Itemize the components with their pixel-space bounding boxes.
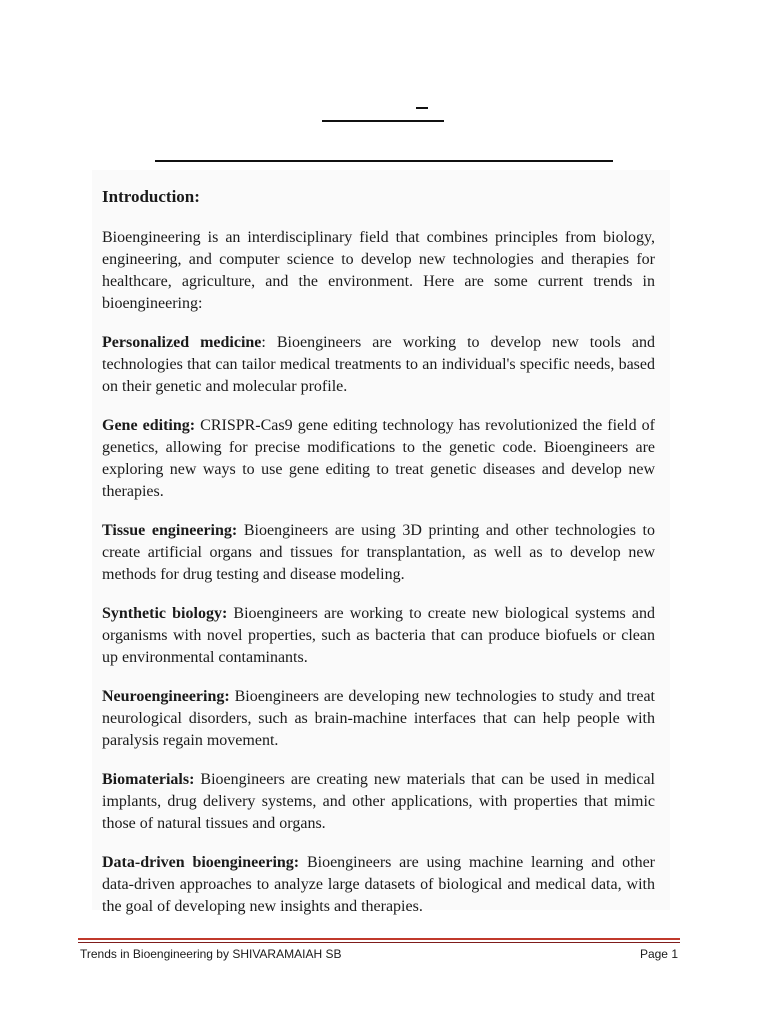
trend-term: Gene editing: xyxy=(102,417,196,434)
title-underline xyxy=(322,120,444,122)
intro-paragraph: Bioengineering is an interdisciplinary field that combines principles from biology, engineering, and computer science to develop new technologies and therapies for healthcare, agriculture, and the environment. Here are some current trends in bioengineering: xyxy=(102,229,655,312)
trend-text: Bioengineers are using 3D printing and other technologies to create artificial organs and tissues for transplantation, as well as to develop new methods for drug testing and disease modeling. xyxy=(102,522,655,583)
section-heading: Introduction: xyxy=(102,187,200,206)
document-body xyxy=(102,186,655,935)
page-number: Page 1 xyxy=(639,947,678,961)
subtitle-underline xyxy=(155,160,613,162)
trend-term: Personalized medicine xyxy=(102,334,262,351)
trend-text: Bioengineers are using machine learning and other data-driven approaches to analyze large datasets of biological and medical data, with the goal of developing new insights and therapies. xyxy=(102,854,656,915)
trend-term: Tissue engineering: xyxy=(102,522,238,539)
trend-term: Synthetic biology: xyxy=(102,605,228,622)
footer-title: Trends in Bioengineering by SHIVARAMAIAH SB xyxy=(80,947,342,961)
trend-text: CRISPR-Cas9 gene editing technology has revolutionized the field of genetics, allowing for precise modifications to the genetic code. Bioengineers are exploring new ways to use gene editing to treat genetic diseases and develop new therapies. xyxy=(102,417,655,500)
trend-term: Neuroengineering: xyxy=(102,688,230,705)
trend-tissue-engineering xyxy=(102,520,655,586)
trend-biomaterials xyxy=(102,769,655,835)
trend-text: Bioengineers are developing new technologies to study and treat neurological disorders, such as brain-machine interfaces that can help people with paralysis regain movement. xyxy=(102,688,655,749)
footer-rule-thin xyxy=(78,942,680,943)
trend-term: Data-driven bioengineering: xyxy=(102,854,300,871)
title-tick-mark xyxy=(416,107,428,109)
trend-separator: : xyxy=(261,334,266,351)
trend-text: Bioengineers are working to create new biological systems and organisms with novel properties, such as bacteria that can produce biofuels or clean up environmental contaminants. xyxy=(102,605,655,666)
trend-personalized-medicine xyxy=(102,332,655,398)
trend-synthetic-biology xyxy=(102,603,655,669)
trend-gene-editing xyxy=(102,415,655,503)
trend-text: Bioengineers are creating new materials that can be used in medical implants, drug delivery systems, and other applications, with properties that mimic those of natural tissues and organs. xyxy=(102,771,655,832)
trend-term: Biomaterials: xyxy=(102,771,195,788)
trend-text: Bioengineers are working to develop new tools and technologies that can tailor medical treatments to an individual's specific needs, based on their genetic and molecular profile. xyxy=(102,334,655,395)
trend-data-driven xyxy=(102,852,655,918)
footer-rule xyxy=(78,938,680,940)
trend-neuroengineering xyxy=(102,686,655,752)
